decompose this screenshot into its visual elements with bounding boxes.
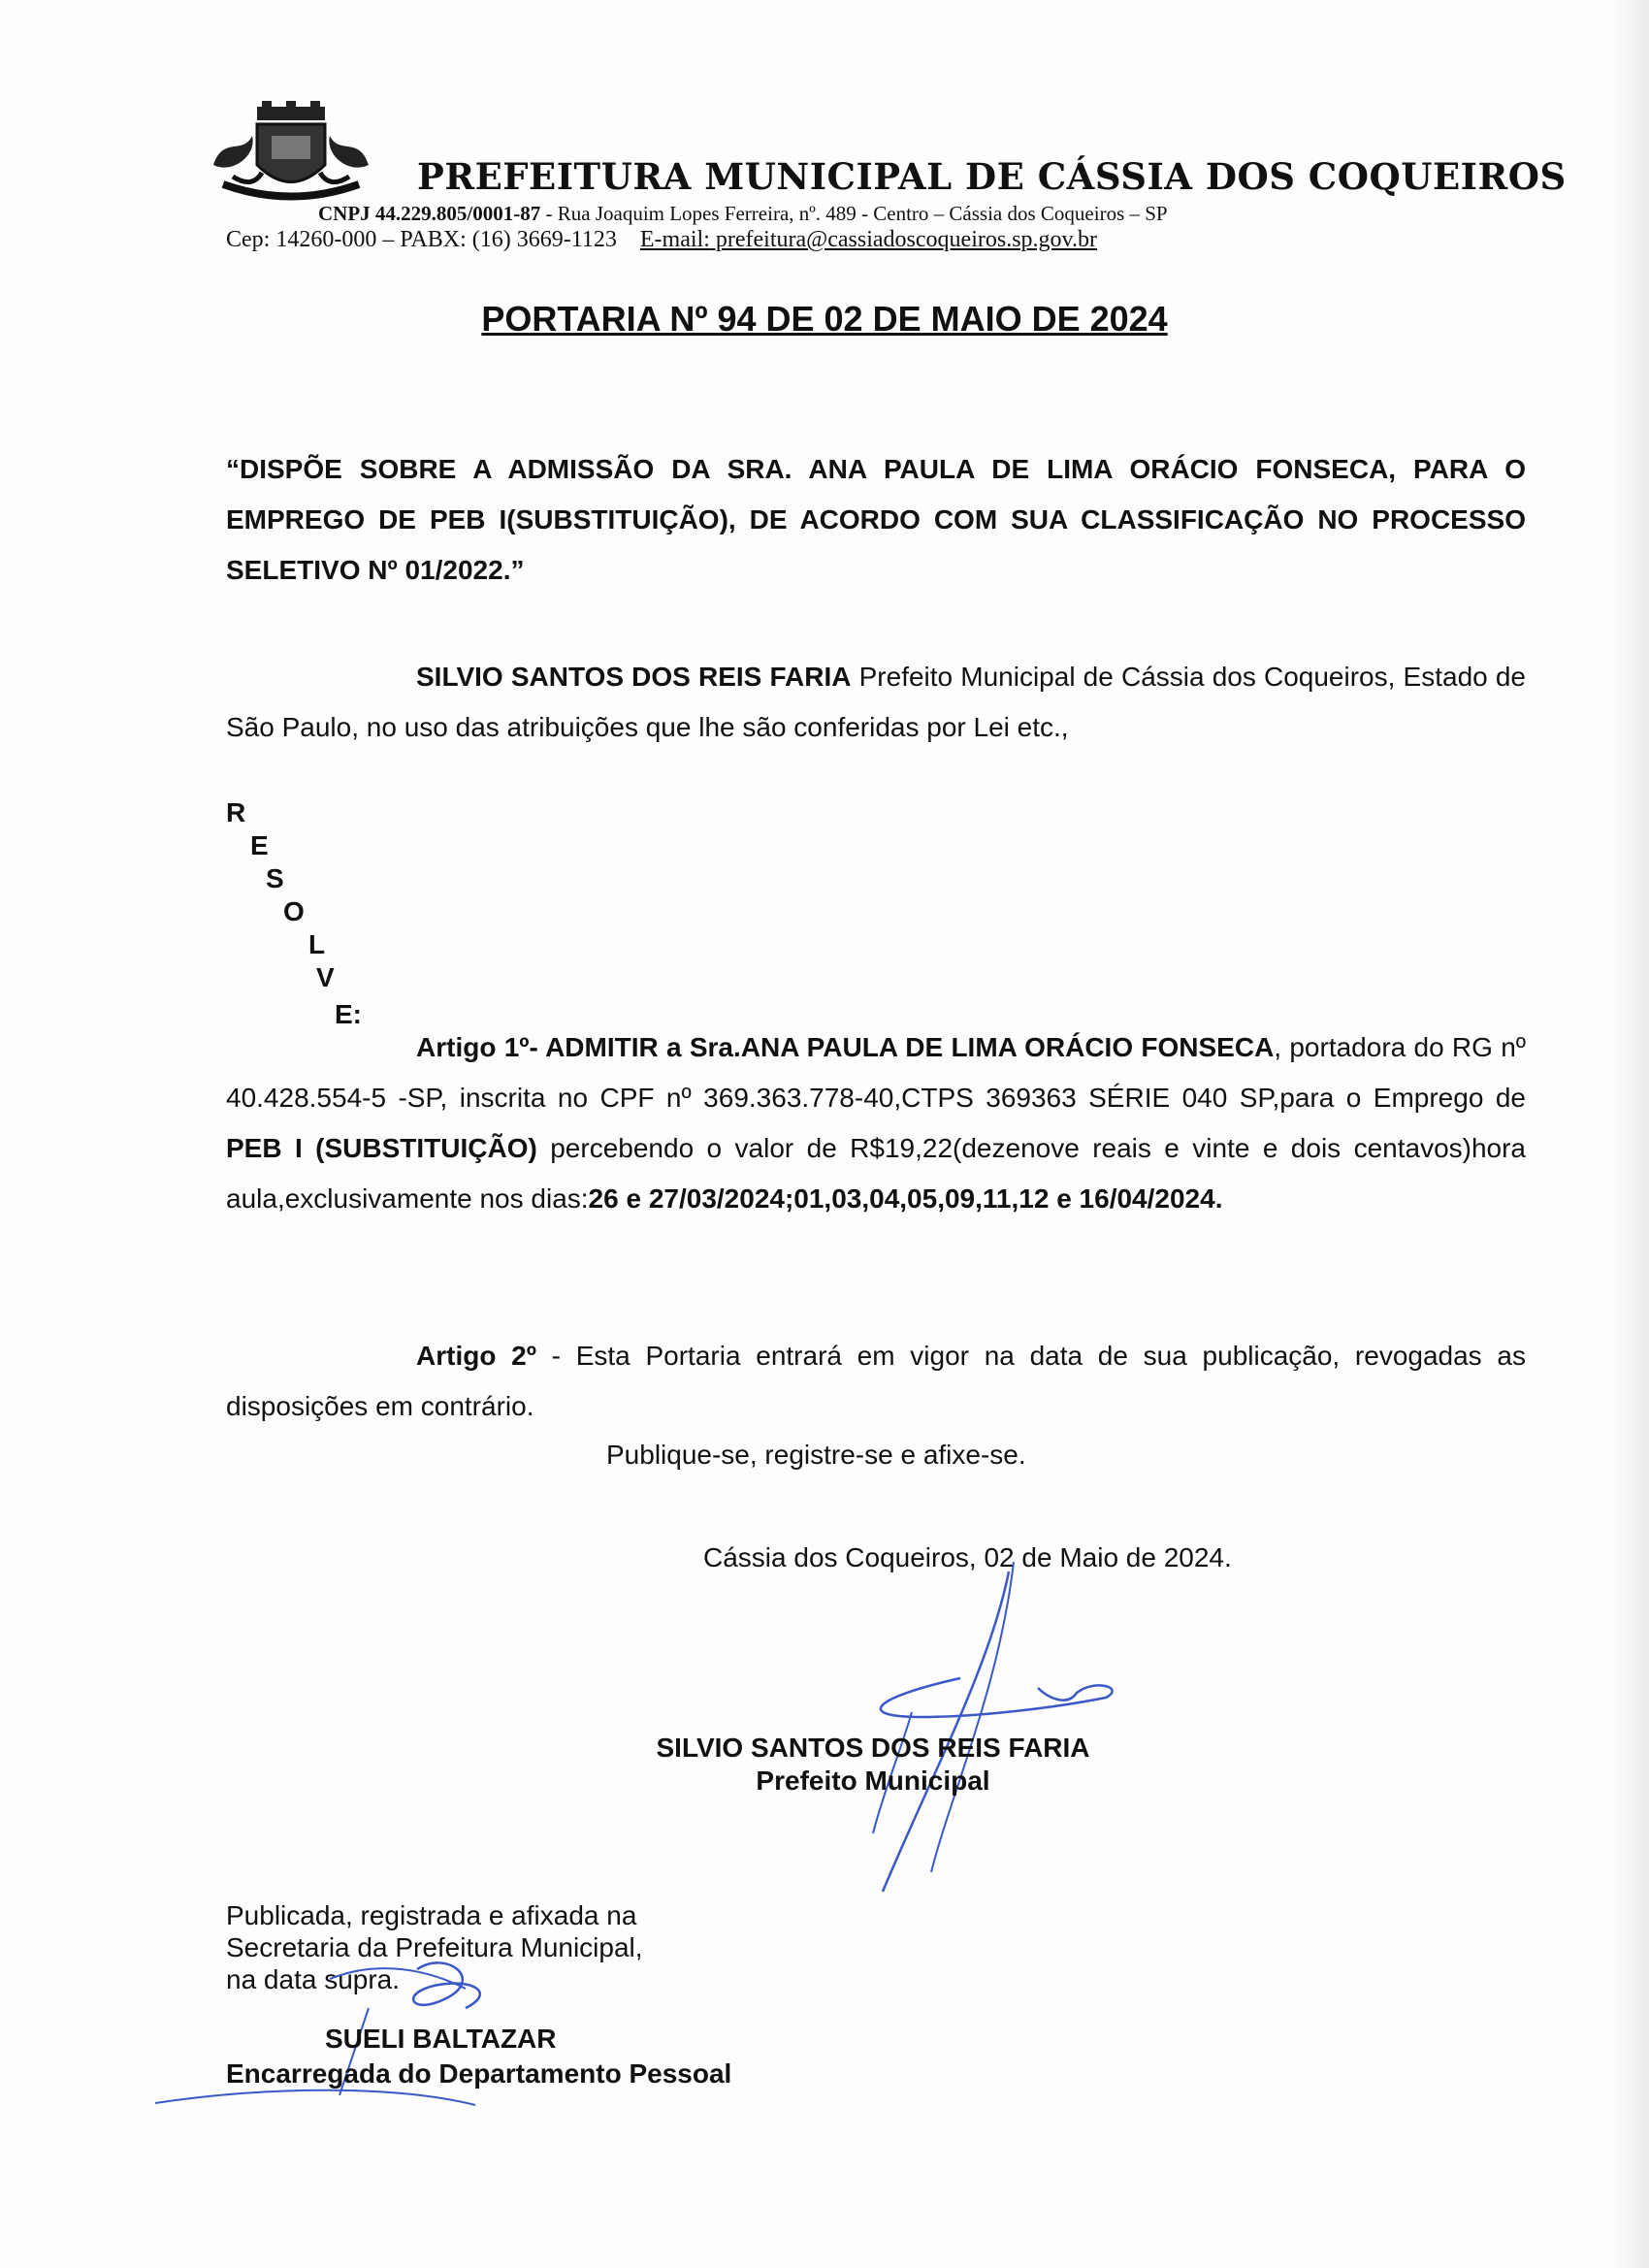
- artigo-2-label: Artigo 2º: [416, 1341, 536, 1371]
- cnpj-address-line: [318, 202, 1579, 226]
- secretary-name: SUELI BALTAZAR: [325, 2024, 557, 2054]
- resolve-letter: L: [308, 929, 326, 959]
- cnpj: CNPJ 44.229.805/0001-87: [318, 202, 541, 225]
- secretary-role: Encarregada do Departamento Pessoal: [226, 2058, 732, 2089]
- preamble-text: Prefeito Municipal de Cássia dos Coqueiros, Estado de São Paulo, no uso das atribuições que lhe são conferidas por Lei etc.,: [226, 662, 1526, 742]
- email-label: E-mail:: [639, 227, 710, 252]
- resolve-letter: E: [250, 830, 269, 860]
- resolve-letter: V: [316, 962, 335, 992]
- portaria-title: PORTARIA Nº 94 DE 02 DE MAIO DE 2024: [481, 299, 1168, 339]
- artigo-1-cargo: PEB I (SUBSTITUIÇÃO): [226, 1133, 537, 1163]
- artigo-2-text: - Esta Portaria entrará em vigor na data de sua publicação, revogadas as disposições em contrário.: [226, 1341, 1526, 1421]
- ementa: “DISPÕE SOBRE A ADMISSÃO DA SRA. ANA PAULA DE LIMA ORÁCIO FONSECA, PARA O EMPREGO DE PEB I(SUBSTITUIÇÃO), DE ACORDO COM SUA CLASSIFICAÇÃO NO PROCESSO SELETIVO Nº 01/2022.”: [226, 454, 1526, 585]
- publication-line-3: na data supra.: [226, 1964, 401, 1994]
- artigo-1-text: , portadora do RG nº 40.428.554-5 -SP, inscrita no CPF nº 369.363.778-40,CTPS 369363 SÉRIE 040 SP,para o Emprego de: [226, 1032, 1526, 1113]
- publication-line-1: Publicada, registrada e afixada na: [226, 1900, 637, 1930]
- publication-note: [226, 1899, 643, 1995]
- artigo-1-label: Artigo 1º- ADMITIR a Sra.ANA PAULA DE LIMA ORÁCIO FONSECA: [416, 1032, 1275, 1062]
- resolve-letter: O: [283, 896, 305, 926]
- resolve-letter: R: [226, 797, 246, 827]
- artigo-2: [226, 1331, 1526, 1432]
- publique-line: Publique-se, registre-se e afixe-se.: [606, 1440, 1026, 1470]
- mayor-name: SILVIO SANTOS DOS REIS FARIA: [416, 662, 852, 692]
- address: - Rua Joaquim Lopes Ferreira, nº. 489 - Centro – Cássia dos Coqueiros – SP: [540, 202, 1168, 225]
- artigo-1: [226, 1022, 1526, 1224]
- publication-line-2: Secretaria da Prefeitura Municipal,: [226, 1932, 643, 1962]
- mayor-signature-role: Prefeito Municipal: [756, 1766, 990, 1796]
- org-name: PREFEITURA MUNICIPAL DE CÁSSIA DOS COQUEIROS: [417, 155, 1567, 198]
- artigo-1-dias: 26 e 27/03/2024;01,03,04,05,09,11,12 e 16/04/2024.: [588, 1183, 1223, 1214]
- preamble: [226, 652, 1526, 753]
- contact-line: [226, 227, 1487, 253]
- artigo-1-text-2: percebendo o valor de R$19,22(dezenove reais e vinte e dois centavos)hora aula,exclusivamente nos dias:: [226, 1133, 1527, 1214]
- municipal-crest-icon: [204, 97, 378, 213]
- place-date: Cássia dos Coqueiros, 02 de Maio de 2024.: [703, 1542, 1232, 1572]
- mayor-signature: [815, 1552, 1125, 1911]
- email-link[interactable]: prefeitura@cassiadoscoqueiros.sp.gov.br: [709, 227, 1097, 252]
- scan-edge-shadow: [1610, 0, 1649, 2268]
- mayor-signature-name: SILVIO SANTOS DOS REIS FARIA: [656, 1733, 1090, 1763]
- resolve-letter: S: [266, 863, 284, 893]
- resolve-letter: E:: [335, 999, 362, 1029]
- cep-pabx: Cep: 14260-000 – PABX: (16) 3669-1123: [226, 227, 617, 252]
